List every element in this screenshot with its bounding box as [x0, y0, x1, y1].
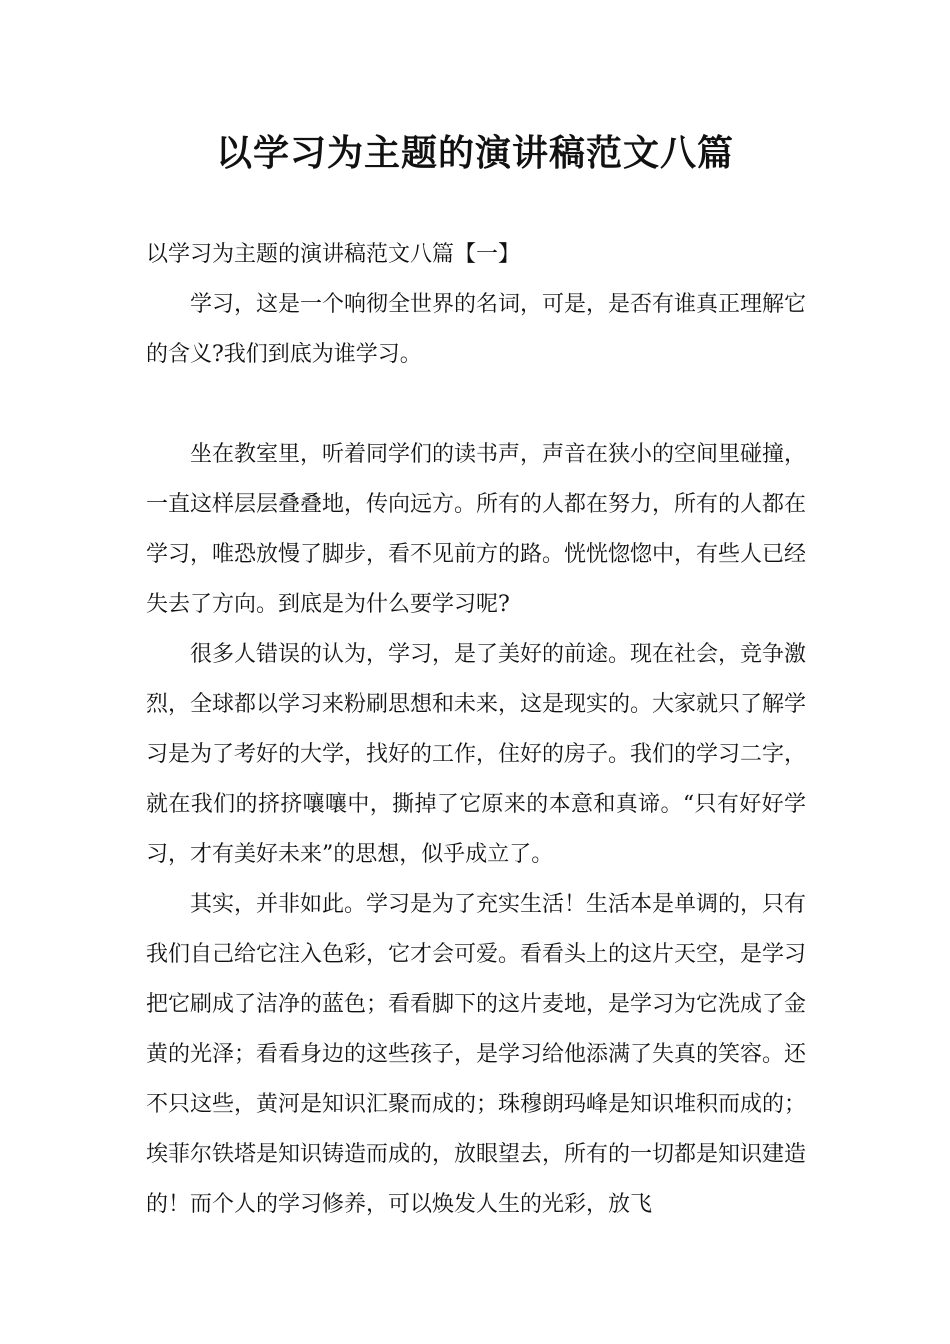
- paragraph-1: 学习，这是一个响彻全世界的名词，可是，是否有谁真正理解它的含义?我们到底为谁学习。: [146, 292, 807, 367]
- section-heading: 以学习为主题的演讲稿范文八篇【一】: [146, 242, 521, 267]
- paragraph-gap: [146, 380, 806, 430]
- paragraph-2: 坐在教室里，听着同学们的读书声，声音在狭小的空间里碰撞，一直这样层层叠叠地，传向远方。所有的人都在努力，所有的人都在学习，唯恐放慢了脚步，看不见前方的路。恍恍惚惚中，有些人已经失去了方向。到底是为什么要学习呢?: [146, 442, 807, 617]
- paragraph-3: 很多人错误的认为，学习，是了美好的前途。现在社会，竞争激烈，全球都以学习来粉刷思想和未来，这是现实的。大家就只了解学习是为了考好的大学，找好的工作，住好的房子。我们的学习二字，就在我们的挤挤嚷嚷中，撕掉了它原来的本意和真谛。“只有好好学习，才有美好未来”的思想，似乎成立了。: [146, 642, 807, 867]
- document-body: [146, 230, 806, 1230]
- paragraph-4: 其实，并非如此。学习是为了充实生活！生活本是单调的，只有我们自己给它注入色彩，它才会可爱。看看头上的这片天空，是学习把它刷成了洁净的蓝色；看看脚下的这片麦地，是学习为它洗成了金黄的光泽；看看身边的这些孩子，是学习给他添满了失真的笑容。还不只这些，黄河是知识汇聚而成的；珠穆朗玛峰是知识堆积而成的；埃菲尔铁塔是知识铸造而成的，放眼望去，所有的一切都是知识建造的！而个人的学习修养，可以焕发人生的光彩，放飞: [146, 892, 807, 1217]
- document-title: 以学习为主题的演讲稿范文八篇: [215, 133, 734, 174]
